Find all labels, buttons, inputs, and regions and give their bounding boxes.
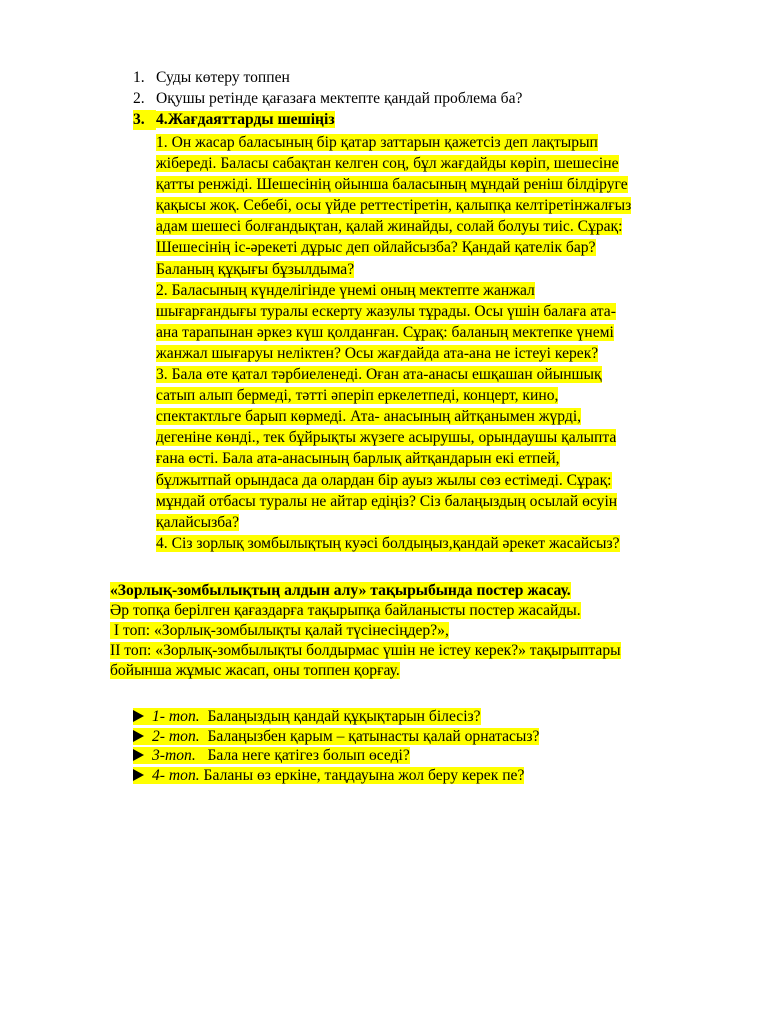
situation-line: адам шешесі болғандықтан, қалай жинайды, солай болуы тиіс. Сұрақ: bbox=[156, 218, 623, 236]
situation-line: 4. Сіз зорлық зомбылықтың куәсі болдыңыз,қандай әрекет жасайсыз? bbox=[156, 534, 620, 552]
triangle-bullet-icon bbox=[133, 710, 144, 722]
list-item-text: Оқушы ретінде қағазаға мектепте қандай проблема ба? bbox=[156, 90, 523, 107]
list-item-text: 4.Жағдаяттарды шешіңіз bbox=[156, 111, 335, 128]
poster-line: бойынша жұмыс жасап, оны топпен қорғау. bbox=[110, 662, 400, 679]
list-item: 3-топ. Бала неге қатігез болып өседі? bbox=[133, 746, 539, 766]
situation-line: бұлжытпай орындаса да олардан бір ауыз жылы сөз естімеді. Сұрақ: bbox=[156, 471, 612, 489]
list-item: 1- топ. Балаңыздың қандай құқықтарын білесіз? bbox=[133, 707, 539, 727]
situation-line: мұндай отбасы туралы не айтар едіңіз? Сіз балаңыздың осылай өсуін bbox=[156, 492, 618, 510]
poster-line: Әр топқа берілген қағаздарға тақырыпқа байланысты постер жасайды. bbox=[110, 602, 581, 619]
list-item-1: 1. Суды көтеру топпен bbox=[133, 69, 290, 86]
situation-line: ғана өсті. Бала ата-анасының барлық айтқандарын екі етпей, bbox=[156, 450, 560, 468]
poster-title: «Зорлық-зомбылықтың алдын алу» тақырыбында постер жасау. bbox=[110, 582, 571, 599]
triangle-bullet-icon bbox=[133, 730, 144, 742]
triangle-bullet-icon bbox=[133, 769, 144, 781]
situation-line: қалайсызба? bbox=[156, 513, 240, 531]
situation-line: 3. Бала өте қатал тәрбиеленеді. Оған ата-анасы ешқашан ойыншық bbox=[156, 366, 602, 384]
triangle-bullet-icon bbox=[133, 749, 144, 761]
list-item: 4- топ. Баланы өз еркіне, таңдауына жол беру керек пе? bbox=[133, 766, 539, 786]
list-item-2: 2. Оқушы ретінде қағазаға мектепте қандай проблема ба? bbox=[133, 90, 523, 107]
situation-line: сатып алып бермеді, тәтті әперіп еркелетпеді, концерт, кино, bbox=[156, 387, 559, 405]
situation-line: спектактльге барып көрмеді. Ата- анасының айтқанымен жүрді, bbox=[156, 408, 582, 426]
situation-line: жібереді. Баласы сабақтан келген соң, бұл жағдайды көріп, шешесіне bbox=[156, 155, 619, 173]
situation-line: шығарғандығы туралы ескерту жазулы тұрады. Осы үшін балаға ата- bbox=[156, 302, 616, 320]
list-item-text: Суды көтеру топпен bbox=[156, 69, 290, 86]
group-list bbox=[133, 707, 539, 786]
list-item: 2- топ. Балаңызбен қарым – қатынасты қалай орнатасыз? bbox=[133, 727, 539, 747]
situation-line: дегеніне көнді., тек бұйрықты жүзеге асырушы, орындаушы қалыпта bbox=[156, 429, 617, 447]
list-item-3: 3. 4.Жағдаяттарды шешіңіз bbox=[133, 111, 335, 128]
situation-line: 2. Баласының күнделігінде үнемі оның мектепте жанжал bbox=[156, 281, 535, 299]
poster-line: ІІ топ: «Зорлық-зомбылықты болдырмас үшін не істеу керек?» тақырыптары bbox=[110, 642, 621, 659]
situation-line: қақысы жоқ. Себебі, осы үйде реттестіретін, қалыпқа келтіретінжалғыз bbox=[156, 197, 632, 215]
poster-line: І топ: «Зорлық-зомбылықты қалай түсінесіңдер?», bbox=[110, 622, 449, 639]
situation-line: 1. Он жасар баласының бір қатар заттарын қажетсіз деп лақтырып bbox=[156, 134, 598, 151]
poster-section bbox=[110, 581, 720, 681]
situation-line: қатты ренжіді. Шешесінің ойынша баласының мұндай реніш білдіруге bbox=[156, 176, 628, 194]
situation-line: ана тарапынан әркез күш қолданған. Сұрақ: баланың мектепке үнемі bbox=[156, 323, 614, 341]
situation-line: жанжал шығаруы неліктен? Осы жағдайда ата-ана не істеуі керек? bbox=[156, 344, 599, 362]
situations-block bbox=[156, 132, 716, 554]
situation-line: Баланың құқығы бұзылдыма? bbox=[156, 260, 355, 278]
situation-line: Шешесінің іс-әрекеті дұрыс деп ойлайсызба? Қандай қателік бар? bbox=[156, 239, 596, 257]
